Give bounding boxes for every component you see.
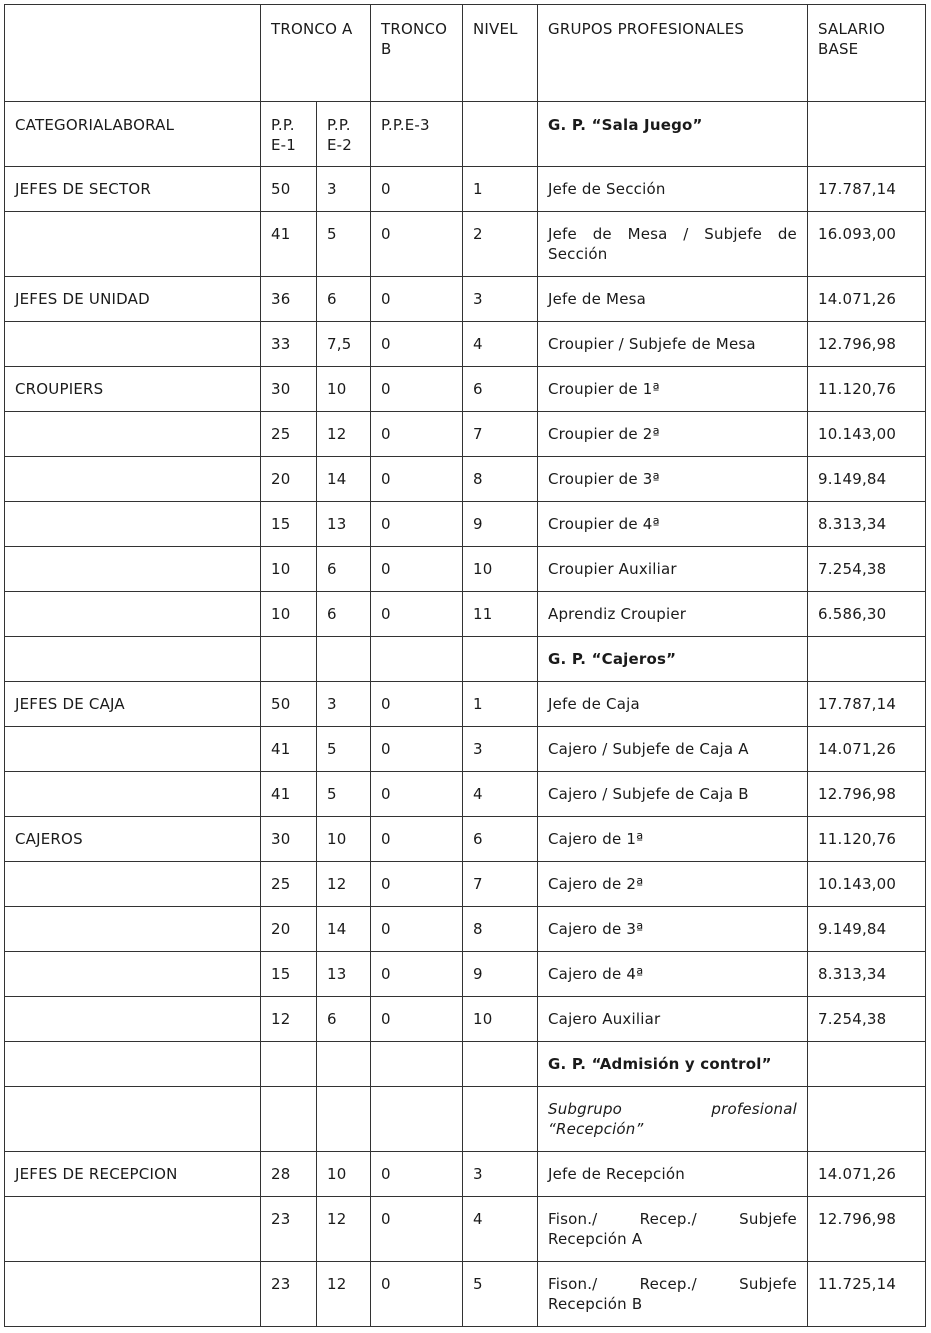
nivel-cell: 3 xyxy=(463,1152,538,1197)
table-row xyxy=(5,367,926,412)
salario-base-cell: 14.071,26 xyxy=(808,1152,926,1197)
nivel-cell: 1 xyxy=(463,167,538,212)
header-nivel: NIVEL xyxy=(463,5,538,102)
nivel-cell xyxy=(463,1087,538,1152)
categoria-cell xyxy=(5,212,261,277)
nivel-cell: 6 xyxy=(463,817,538,862)
grupo-profesional-cell: Jefe de Recepción xyxy=(538,1152,808,1197)
salario-base-cell: 9.149,84 xyxy=(808,457,926,502)
ppe1-cell: 41 xyxy=(261,772,317,817)
ppe1-cell: 20 xyxy=(261,907,317,952)
header-salario-base: SALARIO BASE xyxy=(808,5,926,102)
subheader-group-sala-juego: G. P. “Sala Juego” xyxy=(538,102,808,167)
table-row xyxy=(5,322,926,367)
table-row xyxy=(5,952,926,997)
subheader-row xyxy=(5,102,926,167)
categoria-cell xyxy=(5,547,261,592)
categoria-cell xyxy=(5,1042,261,1087)
grupo-profesional-cell: Croupier Auxiliar xyxy=(538,547,808,592)
grupo-profesional-cell: Croupier de 4ª xyxy=(538,502,808,547)
ppe3-cell: 0 xyxy=(371,212,463,277)
ppe3-cell: 0 xyxy=(371,167,463,212)
salario-base-cell xyxy=(808,1042,926,1087)
table-row xyxy=(5,547,926,592)
categoria-cell: CAJEROS xyxy=(5,817,261,862)
subheader-salario xyxy=(808,102,926,167)
ppe3-cell: 0 xyxy=(371,412,463,457)
grupo-profesional-cell: Fison./ Recep./ Subjefe Recepción B xyxy=(538,1262,808,1327)
ppe2-cell: 12 xyxy=(317,1262,371,1327)
ppe1-cell: 15 xyxy=(261,502,317,547)
grupo-profesional-cell: Fison./ Recep./ Subjefe Recepción A xyxy=(538,1197,808,1262)
ppe3-cell: 0 xyxy=(371,1197,463,1262)
table-row xyxy=(5,167,926,212)
nivel-cell: 10 xyxy=(463,997,538,1042)
ppe1-cell: 25 xyxy=(261,412,317,457)
ppe1-cell: 36 xyxy=(261,277,317,322)
salario-base-cell: 10.143,00 xyxy=(808,862,926,907)
grupo-profesional-cell: Jefe de Mesa xyxy=(538,277,808,322)
categoria-cell: JEFES DE SECTOR xyxy=(5,167,261,212)
nivel-cell: 9 xyxy=(463,952,538,997)
ppe2-cell: 12 xyxy=(317,862,371,907)
ppe2-cell: 13 xyxy=(317,952,371,997)
table-row xyxy=(5,1197,926,1262)
ppe1-cell xyxy=(261,637,317,682)
ppe3-cell: 0 xyxy=(371,592,463,637)
ppe1-cell: 28 xyxy=(261,1152,317,1197)
grupo-profesional-cell: Cajero / Subjefe de Caja B xyxy=(538,772,808,817)
table-row xyxy=(5,772,926,817)
ppe1-cell: 23 xyxy=(261,1197,317,1262)
categoria-cell xyxy=(5,502,261,547)
ppe2-cell: 10 xyxy=(317,1152,371,1197)
ppe1-cell: 10 xyxy=(261,547,317,592)
salario-base-cell: 9.149,84 xyxy=(808,907,926,952)
salary-table-body xyxy=(5,5,926,1327)
salario-base-cell: 10.143,00 xyxy=(808,412,926,457)
grupo-profesional-cell: Cajero de 4ª xyxy=(538,952,808,997)
table-row xyxy=(5,277,926,322)
ppe1-cell: 12 xyxy=(261,997,317,1042)
ppe1-cell: 41 xyxy=(261,727,317,772)
ppe2-cell: 13 xyxy=(317,502,371,547)
ppe2-cell: 10 xyxy=(317,817,371,862)
salario-base-cell: 17.787,14 xyxy=(808,682,926,727)
ppe2-cell: 6 xyxy=(317,592,371,637)
ppe2-cell: 12 xyxy=(317,412,371,457)
nivel-cell: 3 xyxy=(463,727,538,772)
ppe1-cell: 25 xyxy=(261,862,317,907)
categoria-cell xyxy=(5,457,261,502)
salario-base-cell: 7.254,38 xyxy=(808,547,926,592)
salario-base-cell: 8.313,34 xyxy=(808,502,926,547)
nivel-cell xyxy=(463,1042,538,1087)
salario-base-cell xyxy=(808,1087,926,1152)
subgroup-row xyxy=(5,1087,926,1152)
categoria-cell xyxy=(5,592,261,637)
categoria-cell xyxy=(5,1197,261,1262)
ppe1-cell: 30 xyxy=(261,367,317,412)
salario-base-cell: 7.254,38 xyxy=(808,997,926,1042)
table-row xyxy=(5,1152,926,1197)
ppe3-cell: 0 xyxy=(371,682,463,727)
table-row xyxy=(5,1262,926,1327)
salario-base-cell: 14.071,26 xyxy=(808,727,926,772)
ppe2-cell xyxy=(317,1087,371,1152)
header-row xyxy=(5,5,926,102)
salario-base-cell: 11.120,76 xyxy=(808,817,926,862)
ppe3-cell: 0 xyxy=(371,997,463,1042)
group-header-row xyxy=(5,637,926,682)
ppe2-cell: 6 xyxy=(317,997,371,1042)
table-row xyxy=(5,592,926,637)
ppe1-cell: 50 xyxy=(261,682,317,727)
grupo-profesional-cell: Croupier de 1ª xyxy=(538,367,808,412)
salario-base-cell: 12.796,98 xyxy=(808,1197,926,1262)
ppe3-cell: 0 xyxy=(371,772,463,817)
categoria-cell xyxy=(5,1262,261,1327)
ppe1-cell xyxy=(261,1042,317,1087)
salario-base-cell: 8.313,34 xyxy=(808,952,926,997)
grupo-profesional-cell: Cajero de 2ª xyxy=(538,862,808,907)
ppe3-cell xyxy=(371,1087,463,1152)
grupo-profesional-cell: Cajero Auxiliar xyxy=(538,997,808,1042)
ppe2-cell: 14 xyxy=(317,907,371,952)
ppe2-cell: 3 xyxy=(317,167,371,212)
nivel-cell: 4 xyxy=(463,772,538,817)
nivel-cell: 1 xyxy=(463,682,538,727)
categoria-cell xyxy=(5,997,261,1042)
ppe2-cell: 6 xyxy=(317,547,371,592)
nivel-cell: 7 xyxy=(463,412,538,457)
grupo-profesional-cell: Croupier de 3ª xyxy=(538,457,808,502)
nivel-cell: 10 xyxy=(463,547,538,592)
ppe3-cell: 0 xyxy=(371,907,463,952)
grupo-profesional-cell: Subgrupo profesional “Recepción” xyxy=(538,1087,808,1152)
subheader-ppe3: P.P.E-3 xyxy=(371,102,463,167)
categoria-cell xyxy=(5,1087,261,1152)
grupo-profesional-cell: Croupier de 2ª xyxy=(538,412,808,457)
categoria-cell xyxy=(5,952,261,997)
ppe3-cell: 0 xyxy=(371,952,463,997)
nivel-cell: 2 xyxy=(463,212,538,277)
categoria-cell: CROUPIERS xyxy=(5,367,261,412)
header-grupos-profesionales: GRUPOS PROFESIONALES xyxy=(538,5,808,102)
ppe1-cell: 10 xyxy=(261,592,317,637)
nivel-cell: 4 xyxy=(463,1197,538,1262)
ppe1-cell: 20 xyxy=(261,457,317,502)
table-row xyxy=(5,817,926,862)
ppe3-cell: 0 xyxy=(371,1152,463,1197)
categoria-cell xyxy=(5,862,261,907)
ppe2-cell: 3 xyxy=(317,682,371,727)
ppe2-cell: 12 xyxy=(317,1197,371,1262)
table-row xyxy=(5,457,926,502)
nivel-cell: 8 xyxy=(463,457,538,502)
table-row xyxy=(5,412,926,457)
ppe2-cell: 5 xyxy=(317,772,371,817)
ppe1-cell: 33 xyxy=(261,322,317,367)
ppe2-cell: 10 xyxy=(317,367,371,412)
subheader-categoria: CATEGORIALABORAL xyxy=(5,102,261,167)
ppe3-cell: 0 xyxy=(371,322,463,367)
salario-base-cell xyxy=(808,637,926,682)
ppe3-cell: 0 xyxy=(371,817,463,862)
ppe3-cell: 0 xyxy=(371,547,463,592)
salario-base-cell: 14.071,26 xyxy=(808,277,926,322)
ppe1-cell: 50 xyxy=(261,167,317,212)
group-header-row xyxy=(5,1042,926,1087)
table-row xyxy=(5,212,926,277)
salario-base-cell: 6.586,30 xyxy=(808,592,926,637)
categoria-cell xyxy=(5,412,261,457)
ppe3-cell xyxy=(371,637,463,682)
ppe2-cell: 7,5 xyxy=(317,322,371,367)
categoria-cell xyxy=(5,907,261,952)
categoria-cell: JEFES DE RECEPCION xyxy=(5,1152,261,1197)
categoria-cell xyxy=(5,322,261,367)
table-row xyxy=(5,727,926,772)
nivel-cell: 9 xyxy=(463,502,538,547)
table-row xyxy=(5,907,926,952)
nivel-cell: 8 xyxy=(463,907,538,952)
salario-base-cell: 11.725,14 xyxy=(808,1262,926,1327)
subheader-nivel xyxy=(463,102,538,167)
ppe3-cell: 0 xyxy=(371,457,463,502)
table-row xyxy=(5,682,926,727)
nivel-cell xyxy=(463,637,538,682)
grupo-profesional-cell: Cajero de 3ª xyxy=(538,907,808,952)
grupo-profesional-cell: Croupier / Subjefe de Mesa xyxy=(538,322,808,367)
salario-base-cell: 12.796,98 xyxy=(808,772,926,817)
ppe1-cell: 15 xyxy=(261,952,317,997)
ppe1-cell xyxy=(261,1087,317,1152)
salario-base-cell: 17.787,14 xyxy=(808,167,926,212)
ppe1-cell: 23 xyxy=(261,1262,317,1327)
nivel-cell: 7 xyxy=(463,862,538,907)
ppe3-cell xyxy=(371,1042,463,1087)
table-row xyxy=(5,862,926,907)
salary-table xyxy=(4,4,926,1327)
header-tronco-b: TRONCO B xyxy=(371,5,463,102)
ppe3-cell: 0 xyxy=(371,727,463,772)
nivel-cell: 4 xyxy=(463,322,538,367)
subheader-ppe1: P.P. E-1 xyxy=(261,102,317,167)
categoria-cell: JEFES DE CAJA xyxy=(5,682,261,727)
grupo-profesional-cell: Aprendiz Croupier xyxy=(538,592,808,637)
ppe2-cell xyxy=(317,1042,371,1087)
ppe2-cell: 6 xyxy=(317,277,371,322)
ppe2-cell: 5 xyxy=(317,212,371,277)
table-row xyxy=(5,997,926,1042)
table-row xyxy=(5,502,926,547)
ppe2-cell: 5 xyxy=(317,727,371,772)
categoria-cell: JEFES DE UNIDAD xyxy=(5,277,261,322)
categoria-cell xyxy=(5,772,261,817)
categoria-cell xyxy=(5,727,261,772)
nivel-cell: 3 xyxy=(463,277,538,322)
ppe3-cell: 0 xyxy=(371,862,463,907)
ppe3-cell: 0 xyxy=(371,502,463,547)
grupo-profesional-cell: Cajero / Subjefe de Caja A xyxy=(538,727,808,772)
ppe1-cell: 41 xyxy=(261,212,317,277)
grupo-profesional-cell: G. P. “Admisión y control” xyxy=(538,1042,808,1087)
nivel-cell: 5 xyxy=(463,1262,538,1327)
ppe3-cell: 0 xyxy=(371,367,463,412)
grupo-profesional-cell: G. P. “Cajeros” xyxy=(538,637,808,682)
grupo-profesional-cell: Cajero de 1ª xyxy=(538,817,808,862)
header-tronco-a: TRONCO A xyxy=(261,5,371,102)
ppe1-cell: 30 xyxy=(261,817,317,862)
ppe3-cell: 0 xyxy=(371,1262,463,1327)
categoria-cell xyxy=(5,637,261,682)
ppe3-cell: 0 xyxy=(371,277,463,322)
salario-base-cell: 12.796,98 xyxy=(808,322,926,367)
header-blank-cell xyxy=(5,5,261,102)
grupo-profesional-cell: Jefe de Caja xyxy=(538,682,808,727)
subheader-ppe2: P.P. E-2 xyxy=(317,102,371,167)
salario-base-cell: 11.120,76 xyxy=(808,367,926,412)
grupo-profesional-cell: Jefe de Mesa / Subjefe de Sección xyxy=(538,212,808,277)
ppe2-cell xyxy=(317,637,371,682)
salario-base-cell: 16.093,00 xyxy=(808,212,926,277)
ppe2-cell: 14 xyxy=(317,457,371,502)
nivel-cell: 6 xyxy=(463,367,538,412)
nivel-cell: 11 xyxy=(463,592,538,637)
grupo-profesional-cell: Jefe de Sección xyxy=(538,167,808,212)
